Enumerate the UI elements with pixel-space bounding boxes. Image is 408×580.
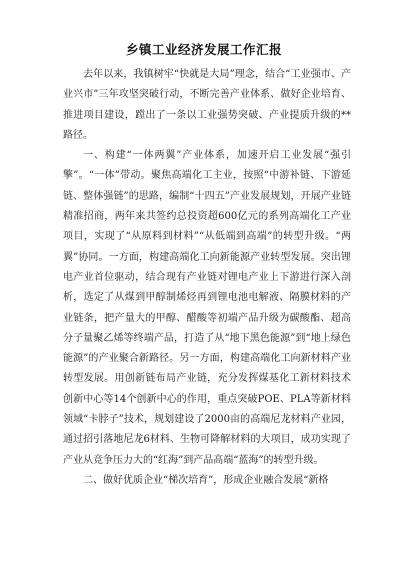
paragraph-section-two: 二、做好优质企业“梯次培育”，形成企业融合发展“新格 xyxy=(83,474,329,486)
paragraph-section-one: 一、构建“一体两翼”产业体系，加速开启工业发展“强引擎”。“一体”带动。聚焦高端化工主业，按照“中游补链、下游延链、整体强链”的思路，编制“十四五”产业发展规划，开展产业链精准招商，两年来共签约总投资超600亿元的系列高端化工产业项目，实现了“从原料到材料”“从低端到高端”的转型升级。“两翼”协同。一方面，构建高端化工向新能源产业转型发展。突出锂电产业首位驱动，结合现有产业链对锂电产业上下游进行深入剖析，选定了从煤到甲醇制烯烃再到锂电池电解液、隔膜材料的产业链条，把产量大的甲醇、醋酸等初端产品升级为碳酸酯、超高分子量聚乙烯等终端产品，打造了从“地下黑色能源”到“地上绿色能源”的产业聚合新路径。另一方面，构建高端化工向新材料产业转型发展。用创新链布局产业链，充分发挥煤基化工新材料技术创新中心等14个创新中心的作用，重点突破POE、PLA等新材料领域“卡脖子”技术，规划建设了2000亩的高端尼龙材料产业园，通过招引落地尼龙6材料、生物可降解材料的大项目，成功实现了产业从竞争压力大的“红海”到产品高端“蓝海”的转型升级。 xyxy=(63,150,351,466)
document-body xyxy=(63,65,351,491)
paragraph-intro: 去年以来，我镇树牢“快就是大局”理念，结合“工业强市、产业兴市”三年攻坚突破行动，不断完善产业体系、做好企业培育、推进项目建设，蹚出了一条以工业强势突破、产业提质升级的**路径。 xyxy=(63,69,351,141)
document-title: 乡镇工业经济发展工作汇报 xyxy=(125,42,282,57)
